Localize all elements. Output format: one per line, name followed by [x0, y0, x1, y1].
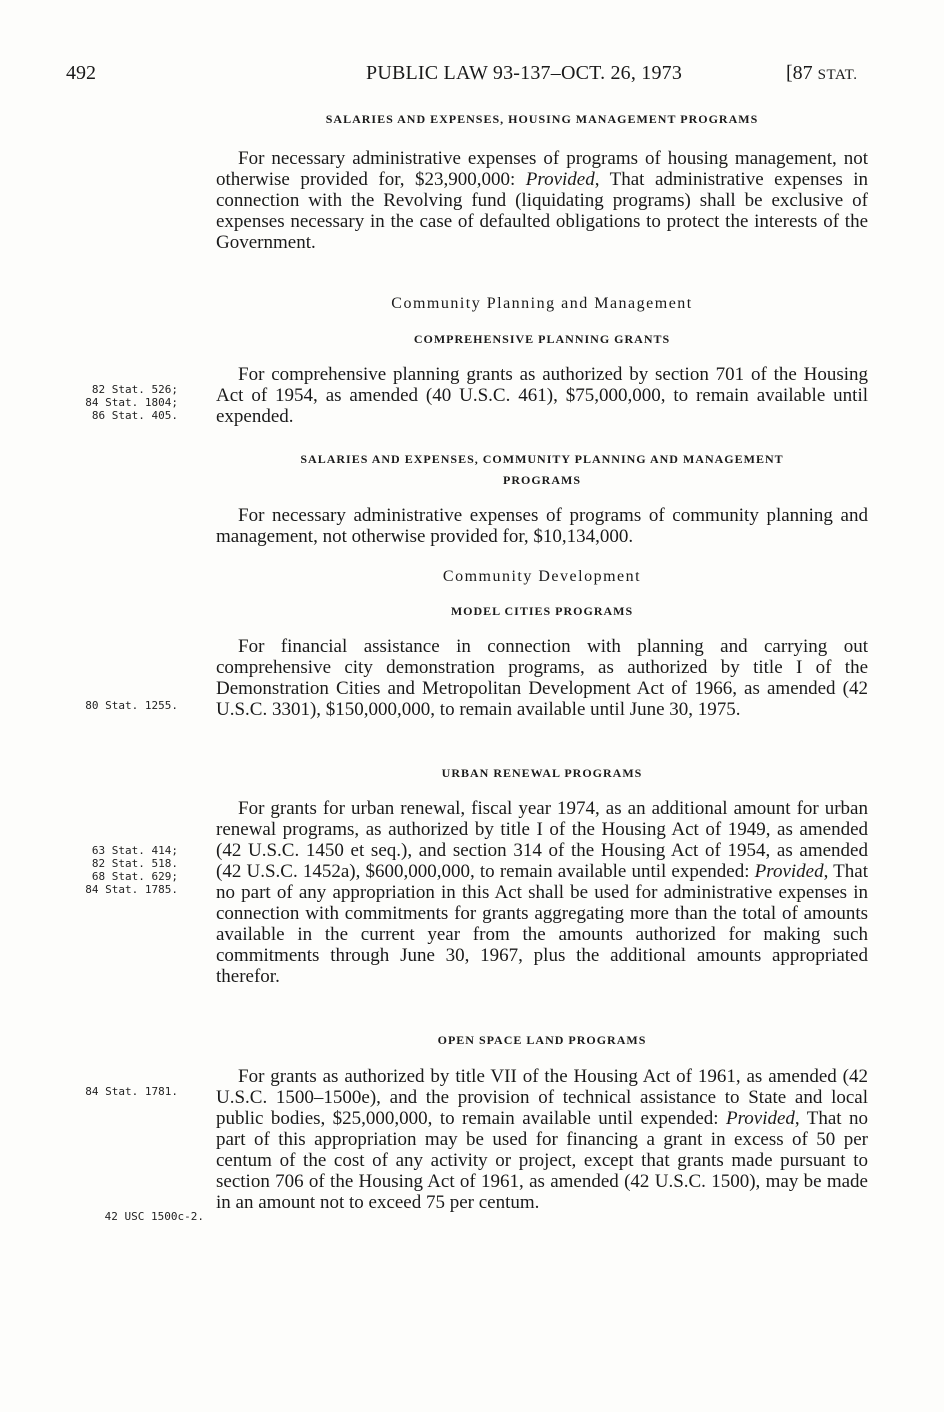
- section-heading: MODEL CITIES PROGRAMS: [450, 604, 634, 618]
- section-paragraph: For financial assistance in connection with planning and carrying out comprehensive city demonstration programs, as authorized by title I of the Demonstration Cities and Metropolitan Development Act of 1966, as amended (42 U.S.C. 3301), $150,000,000, to remain available until June 30, 1975.: [216, 636, 868, 720]
- section-heading-continued: PROGRAMS: [503, 473, 581, 487]
- margin-note: 80 Stat. 1255.: [85, 699, 178, 712]
- section-paragraph: For comprehensive planning grants as authorized by section 701 of the Housing Act of 1954, as amended (40 U.S.C. 461), $75,000,000, to remain available until expended.: [216, 364, 868, 427]
- major-heading: Community Planning and Management: [391, 295, 693, 312]
- section-paragraph: For necessary administrative expenses of programs of community planning and management, not otherwise provided for, $10,134,000.: [216, 505, 868, 547]
- stat-bracket: [87: [786, 62, 818, 84]
- major-heading: Community Development: [442, 568, 642, 585]
- section-paragraph: For grants for urban renewal, fiscal year 1974, as an additional amount for urban renewal programs, as authorized by title I of the Housing Act of 1949, as amended (42 U.S.C. 1450 et seq.), and section 314 of the Housing Act of 1954, as amended (42 U.S.C. 1452a), $600,000,000, to remain available until expended: Provided, That no part of any appropriation in this Act shall be used for administrative expenses in connection with commitments for grants aggregating more than the total of amounts available in the current year from the amounts authorized for making such commitments through June 30, 1967, plus the additional amounts appropriated therefor.: [216, 798, 868, 987]
- section-paragraph: For grants as authorized by title VII of the Housing Act of 1961, as amended (42 U.S.C. 1500–1500e), and the provision of technical assistance to State and local public bodies, $25,000,000, to remain available until expended: Provided, That no part of this appropriation may be used for financing a grant in excess of 50 per centum of the cost of any activity or project, except that grants made pursuant to section 706 of the Housing Act of 1961, as amended (42 U.S.C. 1500), may be made in an amount not to exceed 75 per centum.: [216, 1066, 868, 1213]
- margin-note: 82 Stat. 526; 84 Stat. 1804; 86 Stat. 405.: [85, 383, 178, 422]
- section-paragraph: For necessary administrative expenses of programs of housing management, not otherwise provided for, $23,900,000: Provided, That administrative expenses in connection with the Revolving fund (liquidating programs) shall be exclusive of expenses necessary in the case of defaulted obligations to protect the interests of the Government.: [216, 148, 868, 253]
- margin-note: 42 USC 1500c-2.: [104, 1210, 204, 1223]
- section-heading: SALARIES AND EXPENSES, HOUSING MANAGEMENT PROGRAMS: [325, 112, 759, 126]
- margin-note: 63 Stat. 414; 82 Stat. 518. 68 Stat. 629; 84 Stat. 1785.: [85, 844, 178, 896]
- page-header: [0, 62, 944, 86]
- running-head: PUBLIC LAW 93-137–OCT. 26, 1973: [366, 62, 683, 84]
- statute-reference: [786, 62, 857, 85]
- section-heading: SALARIES AND EXPENSES, COMMUNITY PLANNING AND MANAGEMENT: [300, 452, 784, 466]
- page-number: 492: [66, 62, 96, 84]
- stat-label: STAT.: [817, 67, 858, 83]
- margin-note: 84 Stat. 1781.: [85, 1085, 178, 1098]
- section-heading: URBAN RENEWAL PROGRAMS: [441, 766, 643, 780]
- section-heading: OPEN SPACE LAND PROGRAMS: [437, 1033, 647, 1047]
- section-heading: COMPREHENSIVE PLANNING GRANTS: [413, 332, 671, 346]
